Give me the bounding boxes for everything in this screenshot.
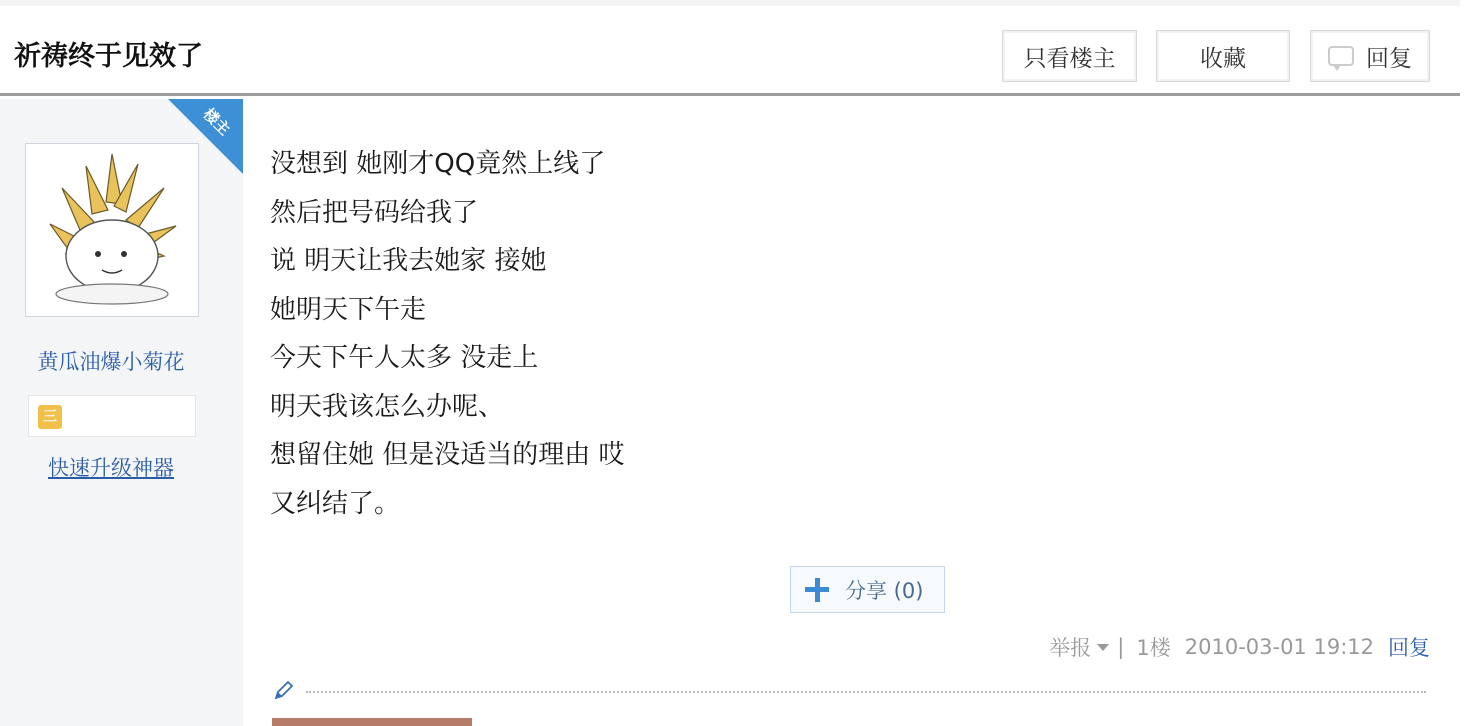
reply-link[interactable]: 回复 bbox=[1388, 636, 1430, 660]
upgrade-link[interactable]: 快速升级神器 bbox=[48, 456, 174, 480]
level-box bbox=[28, 395, 196, 437]
post-line: 今天下午人太多 没走上 bbox=[270, 343, 539, 373]
share-label: 分享 (0) bbox=[845, 578, 924, 603]
post-meta bbox=[1049, 632, 1430, 662]
report-link[interactable]: 举报 bbox=[1049, 636, 1092, 660]
comment-bubble-icon bbox=[1328, 46, 1354, 66]
post-header bbox=[0, 0, 1460, 96]
post-line: 然后把号码给我了 bbox=[270, 197, 479, 228]
avatar-image bbox=[26, 144, 198, 316]
post-content bbox=[270, 140, 625, 528]
level-badge-icon: 三 bbox=[38, 405, 62, 429]
post-line: 想留住她 但是没适当的理由 哎 bbox=[270, 440, 625, 470]
chevron-down-icon[interactable] bbox=[1097, 644, 1109, 651]
favorite-button[interactable]: 收藏 bbox=[1156, 30, 1290, 82]
avatar[interactable] bbox=[25, 143, 199, 317]
next-image-preview bbox=[272, 718, 472, 726]
divider bbox=[306, 691, 1426, 693]
plus-icon bbox=[803, 576, 831, 604]
reply-button[interactable] bbox=[1310, 30, 1430, 82]
share-button[interactable] bbox=[790, 566, 945, 613]
post-line: 说 明天让我去她家 接她 bbox=[270, 246, 547, 276]
post-line: 她明天下午走 bbox=[270, 294, 427, 325]
post-line: 明天我该怎么办呢、 bbox=[270, 391, 505, 422]
host-badge-label: 楼主 bbox=[199, 104, 234, 139]
post-line: 没想到 她刚才QQ竟然上线了 bbox=[270, 149, 606, 179]
post-line: 又纠结了。 bbox=[270, 488, 401, 519]
reply-button-label: 回复 bbox=[1366, 45, 1412, 72]
author-username[interactable]: 黄瓜油爆小菊花 bbox=[37, 350, 185, 374]
post-title: 祈祷终于见效了 bbox=[14, 41, 203, 72]
meta-separator: | bbox=[1117, 635, 1125, 659]
pencil-icon bbox=[272, 680, 294, 702]
post-timestamp: 2010-03-01 19:12 bbox=[1184, 635, 1374, 659]
floor-number: 1楼 bbox=[1136, 636, 1171, 660]
only-host-button[interactable]: 只看楼主 bbox=[1002, 30, 1137, 82]
